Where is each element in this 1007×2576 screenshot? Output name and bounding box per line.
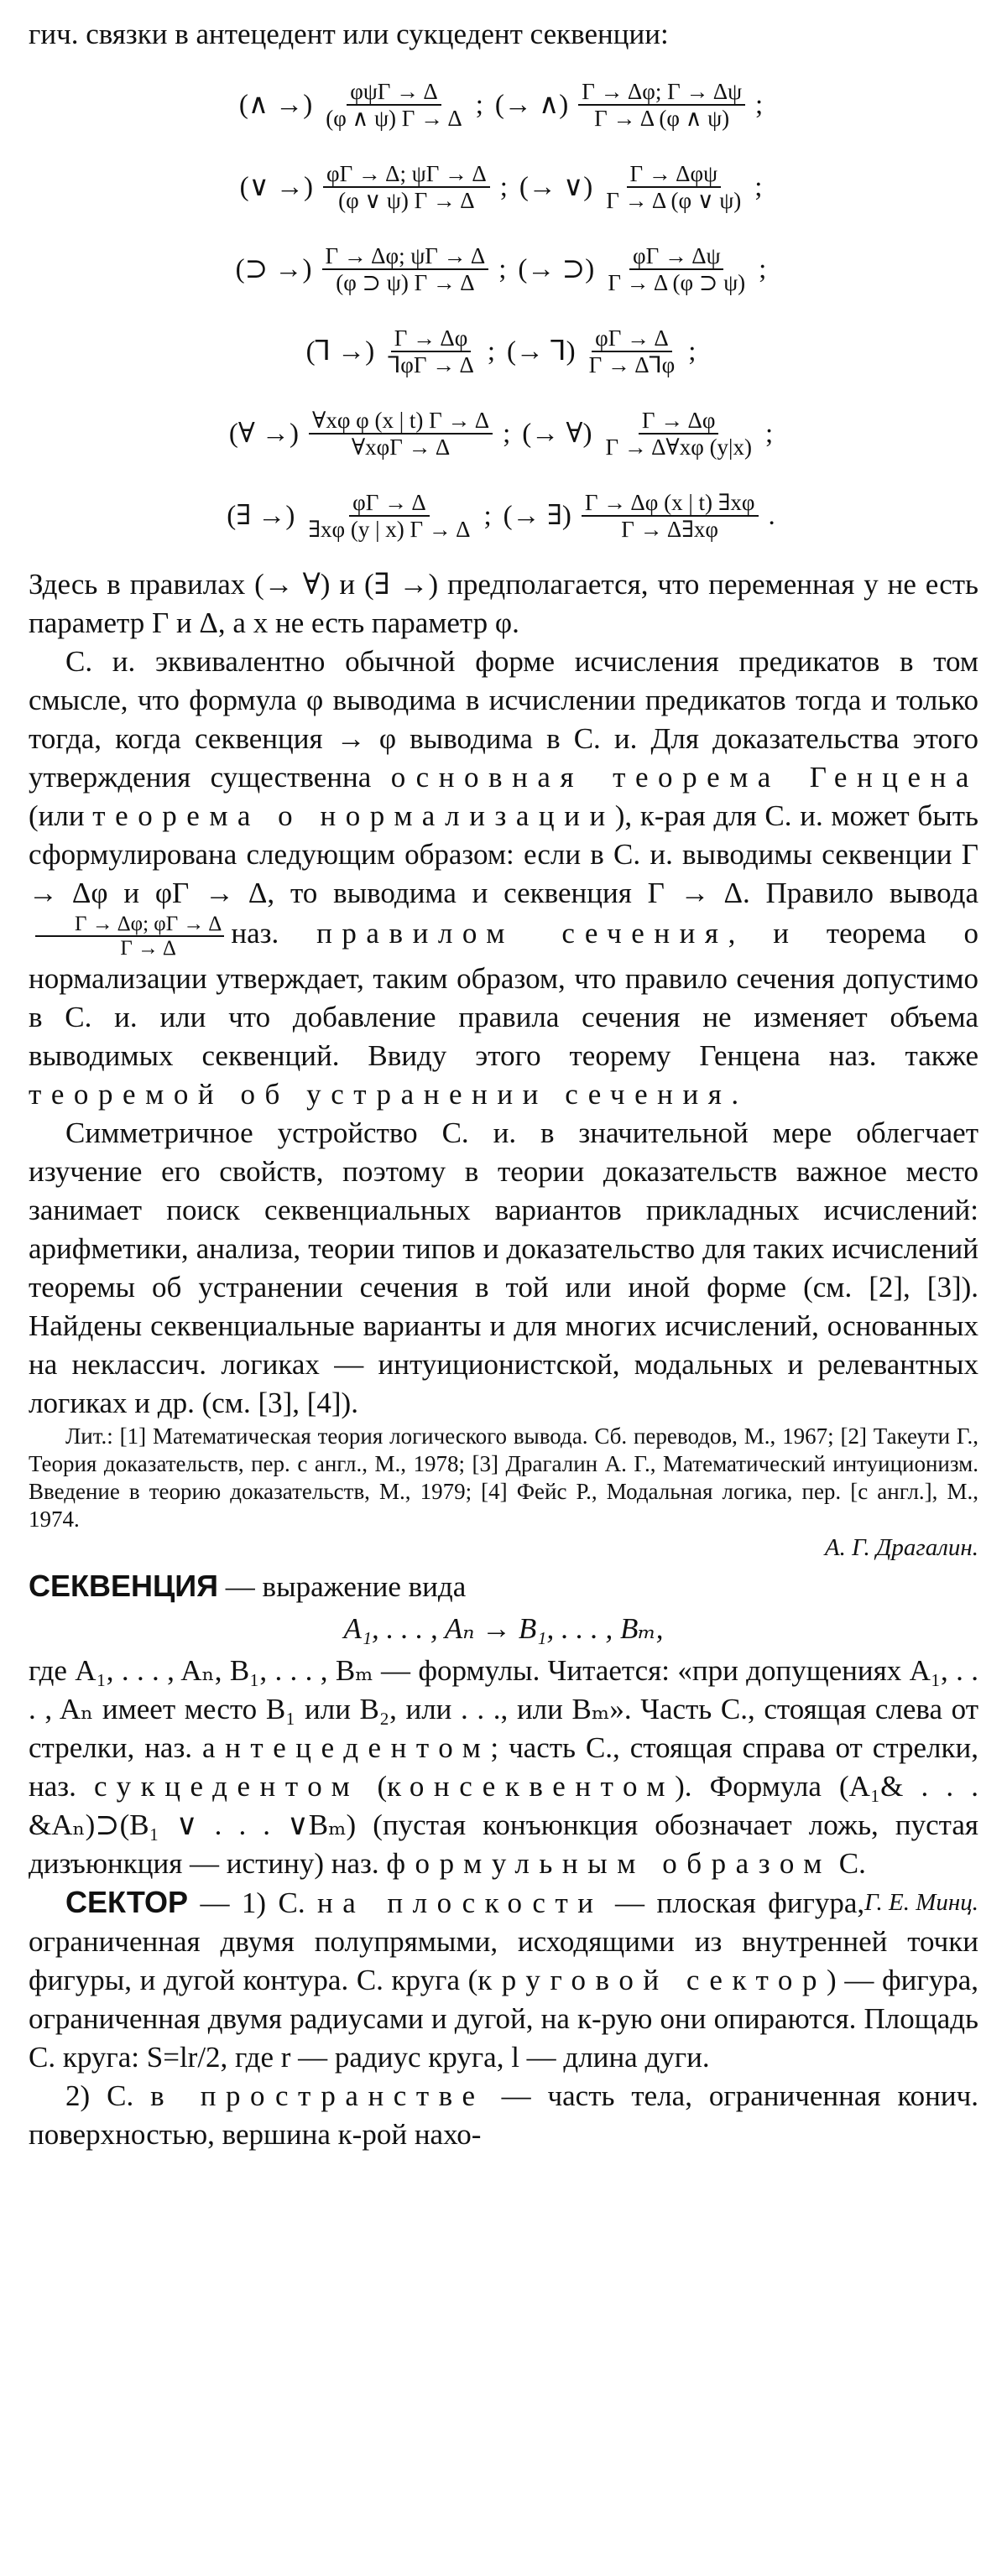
spaced-term: круговой сектор [477,1964,827,1996]
rule-name: (→ ⅂) [507,336,576,367]
inference-rule [236,243,512,295]
rule-conclusion: (φ ∨ ψ) Γ → Δ [338,188,475,213]
rule-line [29,475,978,557]
cut-rule-fraction [35,913,224,960]
paragraph-variables: Здесь в правилах (→ ∀) и (∃ →) предполагается, что переменная y не есть параметр Γ и Δ, а x не есть параметр φ. [29,568,978,639]
rule-conclusion: Γ → Δ∀xφ (y|x) [605,435,752,460]
inference-rule [507,325,701,377]
rule-conclusion: Γ → Δ∃xφ [621,517,719,542]
paragraph-symmetry: Симметричное устройство С. и. в значительной мере облегчает изучение его свойств, поэтому в теории доказательств важное место занимает поиск секвенциальных вариантов прикладных исчислений: арифметики, анализа, теории типов и доказательство для таких исчислений теоремы об устранении сечения в той или иной форме (см. [2], [3]). Найдены секвенциальные варианты и для многих исчислений, основанных на неклассич. логиках — интуиционистской, модальных и релевантных логиках и др. (см. [3], [4]). [29,1116,978,1419]
entry-sektor [29,1883,978,2077]
text-run: ) — фигура, ограниченная двумя радиусами и дугой, на к-рую они опираются. Площадь С. круга: S=lr/2, где r — радиус круга, l — длина дуги. [29,1964,978,2074]
spaced-term: основная теорема Генцена [390,761,978,794]
cut-rule-conclusion: Γ → Δ [120,937,176,960]
rule-fraction [578,79,745,131]
rule-name: (⊃ →) [235,254,312,284]
rule-conclusion: ∃xφ (y | x) Γ → Δ [308,517,471,542]
rule-name: (∃ →) [227,501,295,531]
text-run: наз. [231,917,317,950]
inference-rules [29,64,978,557]
rule-name: (→ ∨) [519,172,593,202]
rule-premise: φψΓ → Δ [347,79,441,106]
spaced-term: на плоскости [317,1886,603,1919]
inference-rule [227,490,496,542]
rule-premise: ∀xφ φ (x | t) Γ → Δ [309,408,493,435]
rule-conclusion: Γ → Δ (φ ⊃ ψ) [608,270,746,295]
rule-fraction [604,243,749,295]
rule-separator: ; [503,419,511,449]
rule-separator: ; [483,501,492,531]
inference-rule [518,243,771,295]
rule-line [29,393,978,475]
text-run: — выражение вида [218,1570,467,1603]
cut-rule-premise: Γ → Δφ; φΓ → Δ [35,913,224,937]
rule-premise: Γ → Δφ (x | t) ∃xφ [582,490,759,517]
rule-premise: Γ → Δφ; ψΓ → Δ [322,243,489,270]
inference-rule [306,325,500,377]
rule-conclusion: Γ → Δ⅂φ [588,352,676,377]
text-run: , и теорема о нормализации утверждает, таким образом, что правило сечения допустимо в С. и. или что добавление правила сечения не изменяет объема выводимых секвенций. Ввиду этого теорему Генцена наз. также [29,917,979,1072]
rule-fraction [322,243,489,295]
rule-name: (→ ⊃) [518,254,595,284]
rule-name: (→ ∃) [503,501,571,531]
rule-separator: ; [754,90,764,120]
rule-separator: . [768,501,775,531]
rule-premise: φΓ → Δψ [629,243,723,270]
inference-rule [522,408,778,460]
rule-premise: Γ → Δφ; Γ → Δψ [578,79,745,106]
rule-fraction [603,161,744,213]
inference-rule [229,408,515,460]
paragraph-sector-space [29,2077,978,2154]
rule-fraction [586,325,679,377]
text-run: (или [29,799,93,832]
spaced-term: антецедентом [202,1731,491,1764]
rule-name: (∨ →) [239,172,313,202]
inference-rule [240,161,513,213]
sequent-formula: A₁, . . . , Aₙ → B₁, . . . , Bₘ, [343,1612,664,1645]
rule-premise: φΓ → Δ; ψΓ → Δ [323,161,490,188]
rule-premise: φΓ → Δ [592,325,672,352]
rule-separator: ; [688,336,697,367]
rule-separator: ; [754,172,763,202]
rule-fraction [322,79,465,131]
text-run: — часть тела, ограниченная конич. поверхностью, вершина к-рой нахо- [29,2079,978,2151]
text-run: — плоская фигура, ограниченная двумя полупрямыми, исходящими из внутренней точки фигуры, и дугой контура. С. круга ( [29,1886,978,1996]
text-run: ). Формула (A₁& . . . &Aₙ)⊃(B₁ ∨ . . . ∨Bₘ) (пустая конъюнкция обозначает ложь, пустая дизъюнкция — истину) наз. [29,1770,979,1880]
top-line: гич. связки в антецедент или сукцедент секвенции: [29,18,669,50]
text-run: С. [832,1847,866,1880]
spaced-term: формульным образом [386,1847,832,1880]
rule-name: (→ ∀) [522,419,592,449]
rule-conclusion: Γ → Δ (φ ∨ ψ) [606,188,742,213]
paragraph-normalization [29,643,978,1114]
rule-conclusion: ∀xφΓ → Δ [351,435,451,460]
rule-fraction [309,408,493,460]
rule-fraction [582,490,759,542]
rule-line [29,64,978,146]
rule-name: (→ ∧) [494,90,569,120]
rule-line [29,228,978,310]
text-run: ( [359,1770,388,1803]
text-run: где A₁, . . . , Aₙ, B₁, . . . , Bₘ — формулы. Читается: «при допущениях A₁, . . . , Aₙ имеет место B₁ или B₂, или . . ., или Bₘ». Часть С., стоящая слева от стрелки, наз. [29,1654,978,1764]
spaced-term: в пространстве [150,2079,485,2112]
rule-line [29,310,978,393]
rule-separator: ; [759,254,767,284]
entry-sekvenciya [29,1567,978,1606]
rule-conclusion: (φ ⊃ ψ) Γ → Δ [336,270,475,295]
spaced-term: теоремой об устранении сечения [29,1078,732,1111]
inference-rule [519,161,768,213]
spaced-term: сукцедентом [93,1770,360,1803]
rule-separator: ; [475,90,483,120]
rule-premise: Γ → Δφψ [627,161,721,188]
entry-headword: СЕКВЕНЦИЯ [29,1569,219,1603]
rule-separator: ; [498,254,507,284]
text-run: — 1) С. [188,1886,318,1919]
rule-fraction [602,408,755,460]
literature-list: Лит.: [1] Математическая теория логического вывода. Сб. переводов, М., 1967; [2] Такеути Г., Теория доказательств, пер. с англ., М., 1978; [3] Драгалин А. Г., Математический интуиционизм. Введение в теорию доказательств, М., 1979; [4] Фейс Р., Модальная логика, пер. [с англ.], М., 1974. [29,1423,978,1532]
rule-fraction [323,161,490,213]
text-run: С. и. эквивалентно обычной форме исчисления предикатов в том смысле, что формула φ выводима в исчислении предикатов тогда и только тогда, когда секвенция → φ выводима в С. и. Для доказательства этого утверждения существенна [29,645,978,794]
rule-name: (∧ →) [238,90,313,120]
rule-name: (∀ →) [228,419,300,449]
rule-conclusion: Γ → Δ (φ ∧ ψ) [594,106,730,131]
rule-name: (⅂ →) [305,336,375,367]
text-run: . [731,1078,739,1111]
spaced-term: теорема о нормализации [92,799,615,832]
rule-premise: Γ → Δφ [639,408,719,435]
text-run: ; часть С., стоящая справа от стрелки, наз. [29,1731,978,1803]
text-run: ), к-рая для С. и. может быть сформулирована следующим образом: если в С. и. выводимы секвенции Γ → Δφ и φΓ → Δ, то выводима и секвенция Γ → Δ. Правило вывода [29,799,978,909]
rule-premise: Γ → Δφ [391,325,472,352]
rule-separator: ; [499,172,508,202]
rule-fraction [305,490,473,542]
entry-headword: СЕКТОР [65,1885,188,1919]
text-run: 2) С. [65,2079,151,2112]
rule-conclusion: (φ ∧ ψ) Γ → Δ [326,106,462,131]
rule-line [29,146,978,228]
rule-fraction [384,325,477,377]
author-signature: А. Г. Драгалин. [824,1534,978,1561]
spaced-term: правилом сечения [316,917,728,950]
author-signature: Г. Е. Минц. [864,1889,978,1916]
rule-separator: ; [487,336,495,367]
inference-rule [239,79,488,131]
rule-separator: ; [764,419,774,449]
inference-rule [503,490,780,542]
rule-conclusion: ⅂φΓ → Δ [388,352,474,377]
inference-rule [495,79,768,131]
rule-premise: φΓ → Δ [349,490,430,517]
spaced-term: консеквентом [387,1770,676,1803]
